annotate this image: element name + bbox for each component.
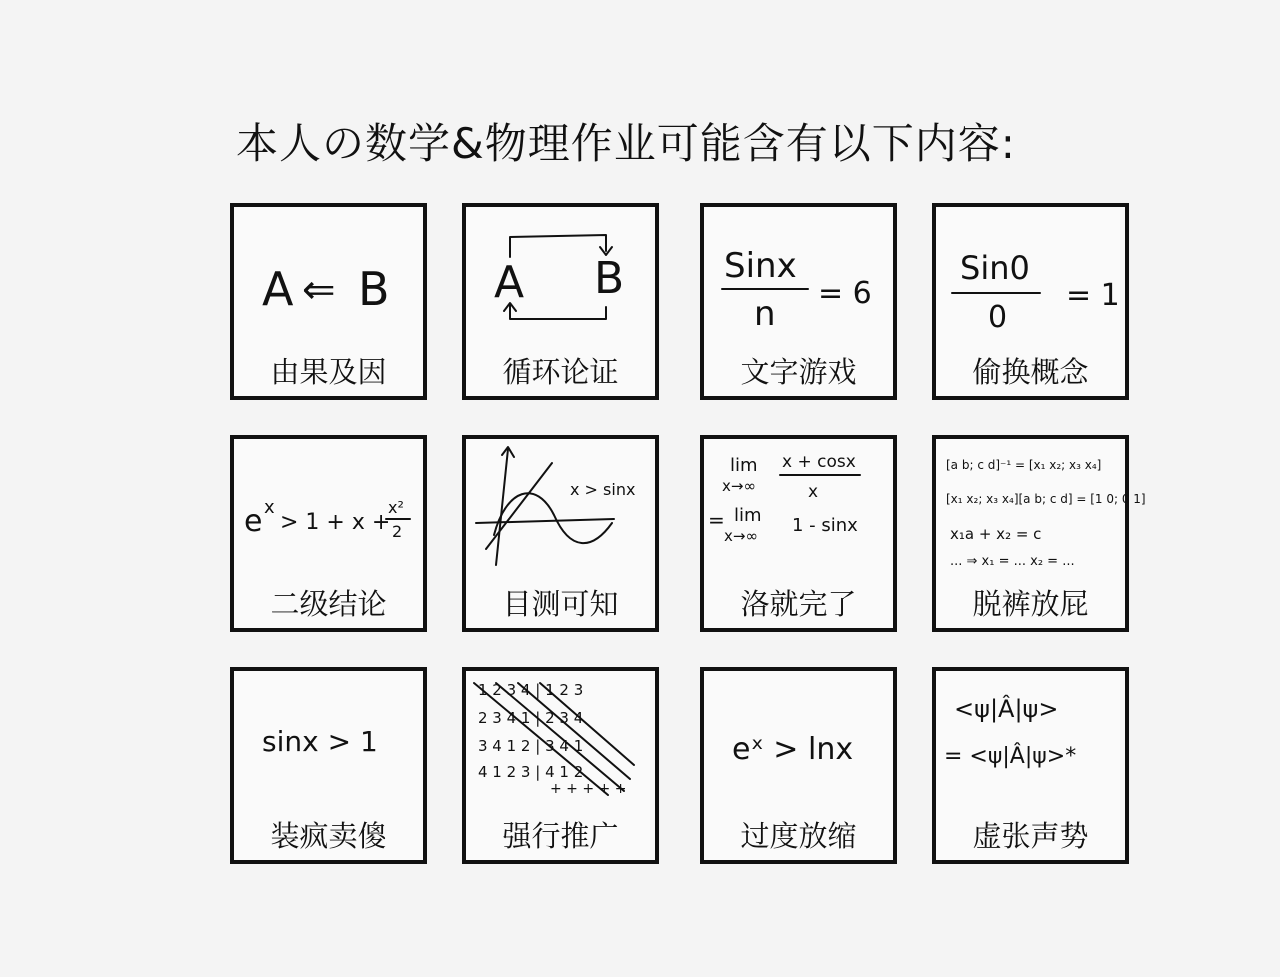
art-expression: eˣ > lnx <box>732 732 854 767</box>
card-secondary-conclusion <box>230 435 427 632</box>
art-frac-den: 2 <box>392 522 403 541</box>
art-numerator: Sin0 <box>960 249 1030 287</box>
card-bluffing <box>932 667 1129 864</box>
card-playing-dumb <box>230 667 427 864</box>
card-concept-swap <box>932 203 1129 400</box>
art-plus-row: + + + + + <box>550 781 627 797</box>
art-sine-curve <box>494 493 612 543</box>
card-label: 文字游戏 <box>740 355 857 389</box>
art-exponent: x <box>264 497 275 518</box>
art-lim-sub: x→∞ <box>722 477 756 495</box>
art-lim: lim <box>730 455 758 476</box>
matrix-inverse-icon <box>936 439 1146 589</box>
art-row: 3 4 1 2 | 3 4 1 <box>478 737 584 755</box>
art-equals: = <box>708 508 725 532</box>
art-denominator: n <box>754 294 776 334</box>
art-middle: > 1 + x + <box>280 510 391 535</box>
art-x-axis <box>476 519 614 523</box>
card-reverse-reasoning <box>230 203 427 400</box>
art-denominator: 0 <box>988 300 1008 335</box>
art-note: x > sinx <box>570 480 636 499</box>
art-line: [a b; c d]⁻¹ = [x₁ x₂; x₃ x₄] <box>946 458 1102 472</box>
card-label: 装疯卖傻 <box>270 819 387 853</box>
art-line: <ψ|Â|ψ> <box>954 695 1059 723</box>
cancel-n-fraction-icon <box>704 207 893 357</box>
bra-ket-icon <box>936 671 1125 821</box>
card-word-game <box>700 203 897 400</box>
card-over-scaling <box>700 667 897 864</box>
art-rhs: = 1 <box>1066 278 1120 313</box>
art-letter: A <box>494 257 525 308</box>
exp-vs-log-icon <box>704 671 893 821</box>
exponential-inequality-icon <box>234 439 423 589</box>
card-by-inspection <box>462 435 659 632</box>
art-frac-num: x + cosx <box>782 452 856 472</box>
art-row: 4 1 2 3 | 4 1 2 <box>478 763 584 781</box>
art-rhs: = 6 <box>818 276 872 311</box>
art-line-y-x <box>486 463 552 549</box>
card-lhopital <box>700 435 897 632</box>
card-label: 偷换概念 <box>972 355 1089 389</box>
art-expression: 1 - sinx <box>792 515 858 536</box>
card-label: 脱裤放屁 <box>972 587 1089 621</box>
art-letter: B <box>358 262 390 316</box>
art-letter: A <box>262 262 294 316</box>
art-arrow-top <box>510 235 606 257</box>
page-title: 本人の数学&物理作业可能含有以下内容: <box>236 119 1016 168</box>
limit-lhopital-icon <box>704 439 893 589</box>
art-numerator: Sinx <box>724 246 797 286</box>
graph-sketch-icon <box>466 439 655 589</box>
zero-over-zero-icon <box>936 207 1125 357</box>
latin-square-icon <box>466 671 655 821</box>
art-expression: sinx > 1 <box>262 725 378 758</box>
card-circular-argument <box>462 203 659 400</box>
sine-inequality-icon <box>234 671 423 821</box>
reversed-implication-icon <box>234 207 423 357</box>
art-frac-num: x² <box>388 498 404 517</box>
art-line: [x₁ x₂; x₃ x₄][a b; c d] = [1 0; 0 1] <box>946 492 1146 506</box>
card-label: 循环论证 <box>502 355 619 389</box>
art-letter: B <box>594 253 625 304</box>
art-line: = <ψ|Â|ψ>* <box>944 744 1077 769</box>
art-arrow-bottom <box>510 305 606 319</box>
card-label: 虚张声势 <box>972 819 1089 853</box>
art-arrow: ⇐ <box>302 267 336 313</box>
card-forced-generalization <box>462 667 659 864</box>
card-label: 过度放缩 <box>740 819 857 853</box>
card-label: 二级结论 <box>270 587 387 621</box>
card-overkill <box>932 435 1146 632</box>
card-label: 由果及因 <box>270 355 387 389</box>
art-row: 1 2 3 4 | 1 2 3 <box>478 681 584 699</box>
art-lim: lim <box>734 505 762 526</box>
card-label: 洛就完了 <box>740 587 857 621</box>
art-lim-sub: x→∞ <box>724 527 758 545</box>
card-label: 目测可知 <box>502 587 619 621</box>
art-row: 2 3 4 1 | 2 3 4 <box>478 709 584 727</box>
card-label: 强行推广 <box>502 819 619 853</box>
art-line: ... ⇒ x₁ = ... x₂ = ... <box>950 554 1075 569</box>
circular-arrows-icon <box>466 207 655 357</box>
art-frac-den: x <box>808 482 819 502</box>
art-base: e <box>244 504 263 539</box>
art-line: x₁a + x₂ = c <box>950 525 1042 543</box>
